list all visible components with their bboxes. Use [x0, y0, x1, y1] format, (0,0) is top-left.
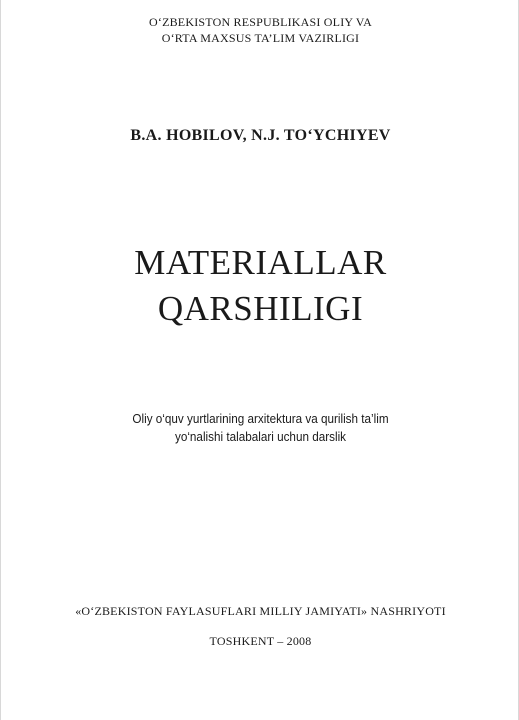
city-year: TOSHKENT – 2008 — [209, 634, 312, 648]
book-title — [1, 240, 519, 332]
ministry-line-2: O‘RTA MAXSUS TA’LIM VAZIRLIGI — [161, 31, 360, 45]
ministry-line-1: O‘ZBEKISTON RESPUBLIKASI OLIY VA — [149, 15, 372, 29]
ministry-heading — [1, 14, 519, 46]
book-subtitle — [27, 410, 494, 446]
publisher: «O‘ZBEKISTON FAYLASUFLARI MILLIY JAMIYATI» NASHRIYOTI — [75, 604, 446, 618]
book-title-line-2: QARSHILIGI — [157, 289, 364, 328]
authors: B.A. HOBILOV, N.J. TO‘YCHIYEV — [130, 127, 391, 144]
book-subtitle-line-1: Oliy o‘quv yurtlarining arxitektura va qurilish ta’lim — [132, 411, 389, 426]
book-subtitle-line-2: yo‘nalishi talabalari uchun darslik — [174, 429, 347, 444]
book-title-line-1: MATERIALLAR — [134, 243, 387, 282]
